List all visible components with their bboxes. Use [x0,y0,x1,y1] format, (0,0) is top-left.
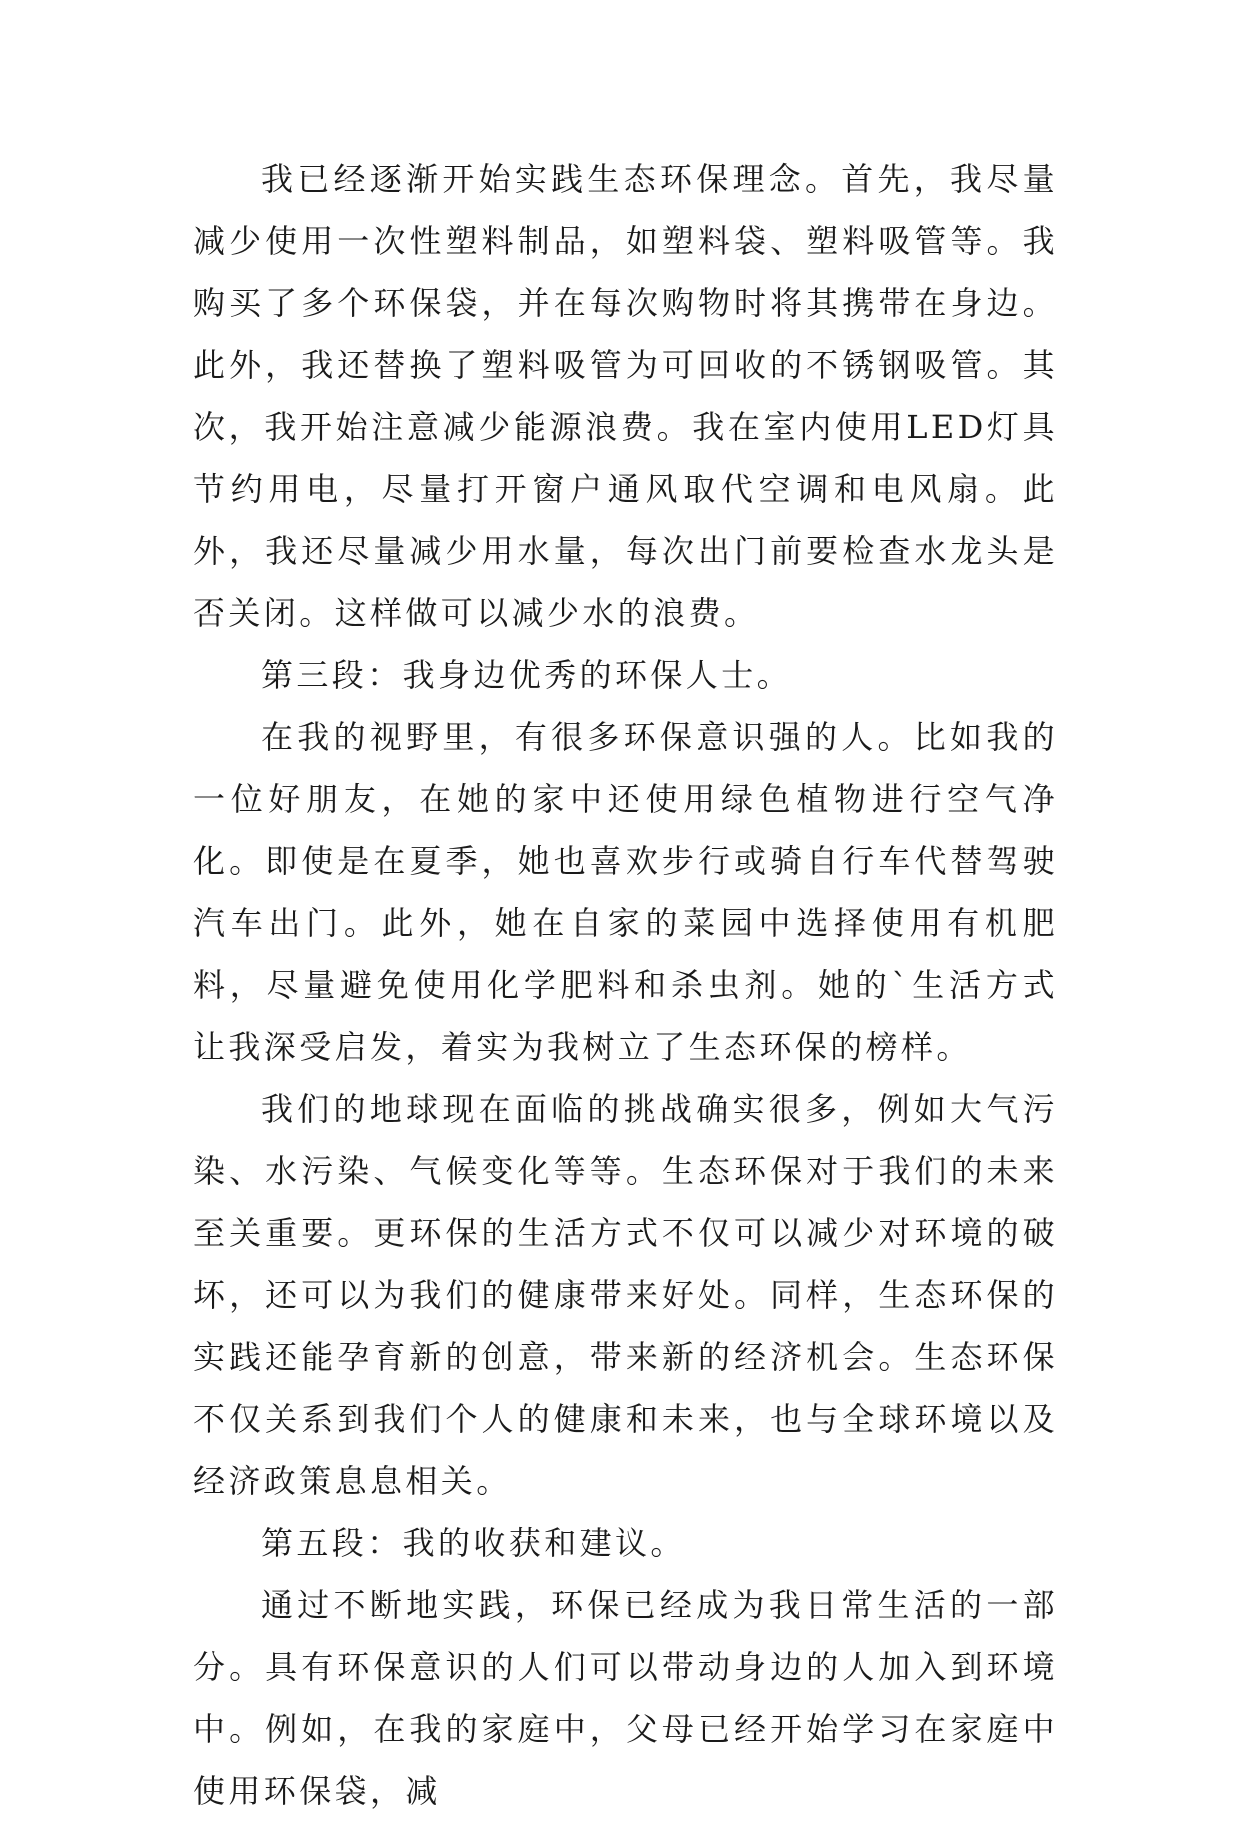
paragraph-friend: 在我的视野里，有很多环保意识强的人。比如我的一位好朋友，在她的家中还使用绿色植物进行空气净化。即使是在夏季，她也喜欢步行或骑自行车代替驾驶汽车出门。此外，她在自家的菜园中选择使用有机肥料，尽量避免使用化学肥料和杀虫剂。她的`生活方式让我深受启发，着实为我树立了生态环保的榜样。 [193,718,1058,1066]
document-page [193,148,1058,1822]
paragraph-gains: 通过不断地实践，环保已经成为我日常生活的一部分。具有环保意识的人们可以带动身边的人加入到环境中。例如，在我的家庭中，父母已经开始学习在家庭中使用环保袋，减 [193,1586,1058,1810]
paragraph-challenges: 我们的地球现在面临的挑战确实很多，例如大气污染、水污染、气候变化等等。生态环保对于我们的未来至关重要。更环保的生活方式不仅可以减少对环境的破坏，还可以为我们的健康带来好处。同样，生态环保的实践还能孕育新的创意，带来新的经济机会。生态环保不仅关系到我们个人的健康和未来，也与全球环境以及经济政策息息相关。 [193,1090,1058,1500]
section-heading-5: 第五段：我的收获和建议。 [261,1524,686,1562]
paragraph-practice: 我已经逐渐开始实践生态环保理念。首先，我尽量减少使用一次性塑料制品，如塑料袋、塑料吸管等。我购买了多个环保袋，并在每次购物时将其携带在身边。此外，我还替换了塑料吸管为可回收的不锈钢吸管。其次，我开始注意减少能源浪费。我在室内使用LED灯具节约用电，尽量打开窗户通风取代空调和电风扇。此外，我还尽量减少用水量，每次出门前要检查水龙头是否关闭。这样做可以减少水的浪费。 [193,160,1058,632]
section-heading-3: 第三段：我身边优秀的环保人士。 [261,656,793,694]
